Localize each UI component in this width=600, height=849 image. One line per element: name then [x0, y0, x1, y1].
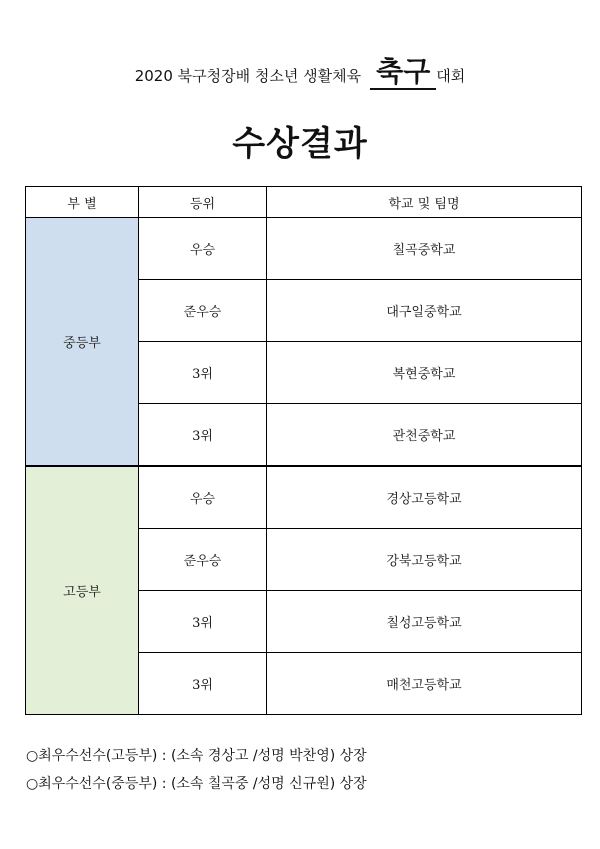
- note-mvp-high-school: ○최우수선수(고등부) : (소속 경상고 /성명 박찬영) 상장: [26, 748, 367, 764]
- table-row: [26, 218, 582, 280]
- event-title-prefix: 2020 북구청장배 청소년 생활체육: [134, 67, 362, 85]
- rank-cell: 준우승: [139, 280, 267, 342]
- rank-cell: 준우승: [139, 529, 267, 591]
- event-title-sport: 축구: [370, 56, 436, 90]
- table-row: [26, 466, 582, 529]
- table-header-row: [26, 187, 582, 218]
- team-cell: 매천고등학교: [267, 653, 582, 715]
- column-header-division: 부 별: [26, 187, 139, 218]
- column-header-rank: 등위: [139, 187, 267, 218]
- division-cell-high-school: 고등부: [26, 466, 139, 715]
- team-cell: 경상고등학교: [267, 466, 582, 529]
- award-notes: [26, 742, 586, 798]
- event-title-suffix: 대회: [436, 67, 466, 85]
- note-mvp-middle-school: ○최우수선수(중등부) : (소속 칠곡중 /성명 신규원) 상장: [26, 776, 367, 792]
- rank-cell: 3위: [139, 653, 267, 715]
- rank-cell: 3위: [139, 591, 267, 653]
- results-table: [25, 186, 582, 715]
- team-cell: 복현중학교: [267, 342, 582, 404]
- rank-cell: 3위: [139, 342, 267, 404]
- rank-cell: 3위: [139, 404, 267, 467]
- rank-cell: 우승: [139, 218, 267, 280]
- column-header-team: 학교 및 팀명: [267, 187, 582, 218]
- page-title: 수상결과: [232, 124, 368, 164]
- team-cell: 칠곡중학교: [267, 218, 582, 280]
- rank-cell: 우승: [139, 466, 267, 529]
- team-cell: 칠성고등학교: [267, 591, 582, 653]
- event-title: [0, 56, 600, 96]
- division-cell-middle-school: 중등부: [26, 218, 139, 467]
- team-cell: 관천중학교: [267, 404, 582, 467]
- team-cell: 대구일중학교: [267, 280, 582, 342]
- team-cell: 강북고등학교: [267, 529, 582, 591]
